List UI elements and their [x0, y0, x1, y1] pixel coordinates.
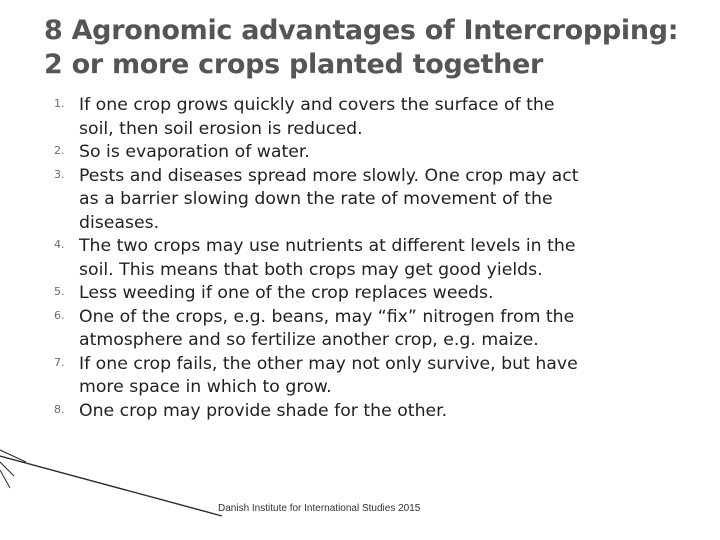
- item-text: [79, 235, 684, 282]
- item-text-line: If one crop grows quickly and covers the surface of the: [79, 95, 555, 115]
- advantages-list: [44, 94, 684, 423]
- item-number: 7.: [54, 355, 65, 369]
- item-text-line: One of the crops, e.g. beans, may “fix” nitrogen from the: [79, 306, 575, 327]
- list-item: [44, 141, 684, 165]
- title-line: 2 or more crops planted together: [44, 49, 544, 80]
- item-text-line: atmosphere and so fertilize another crop, e.g. maize.: [79, 330, 539, 350]
- item-number: 1.: [54, 97, 65, 110]
- list-item: [44, 235, 684, 282]
- item-text-line: soil, then soil erosion is reduced.: [79, 118, 363, 139]
- item-text-line: So is evaporation of water.: [79, 142, 310, 162]
- item-text-line: One crop may provide shade for the other.: [79, 400, 448, 421]
- footer-credit: Danish Institute for International Studies 2015: [218, 503, 421, 514]
- list-item: [44, 282, 684, 306]
- item-number: 6.: [54, 308, 65, 322]
- item-text-line: soil. This means that both crops may get good yields.: [79, 259, 543, 280]
- list-item: [44, 306, 684, 353]
- item-number: 5.: [54, 285, 65, 298]
- list-item: [44, 165, 684, 236]
- item-text: [79, 141, 684, 165]
- item-text-line: If one crop fails, the other may not only survive, but have: [79, 353, 578, 374]
- list-item: [44, 400, 684, 424]
- item-text: [79, 306, 684, 353]
- item-text-line: The two crops may use nutrients at different levels in the: [79, 236, 576, 256]
- item-number: 2.: [54, 144, 65, 157]
- list-item: [44, 353, 684, 400]
- item-number: 8.: [54, 402, 65, 416]
- item-text: [79, 165, 684, 236]
- item-text-line: as a barrier slowing down the rate of movement of the: [79, 189, 553, 209]
- item-text: [79, 353, 684, 400]
- item-text: [79, 400, 684, 424]
- corner-decoration: [0, 448, 230, 518]
- title-line: 8 Agronomic advantages of Intercropping:: [44, 15, 679, 46]
- item-text-line: more space in which to grow.: [79, 377, 332, 397]
- slide-title: [44, 14, 704, 82]
- item-text-line: diseases.: [79, 212, 160, 233]
- item-number: 3.: [54, 167, 65, 181]
- item-text-line: Less weeding if one of the crop replaces weeds.: [79, 283, 494, 303]
- item-text: [79, 94, 684, 141]
- item-number: 4.: [54, 238, 65, 251]
- list-item: [44, 94, 684, 141]
- item-text-line: Pests and diseases spread more slowly. One crop may act: [79, 165, 579, 186]
- item-text: [79, 282, 684, 306]
